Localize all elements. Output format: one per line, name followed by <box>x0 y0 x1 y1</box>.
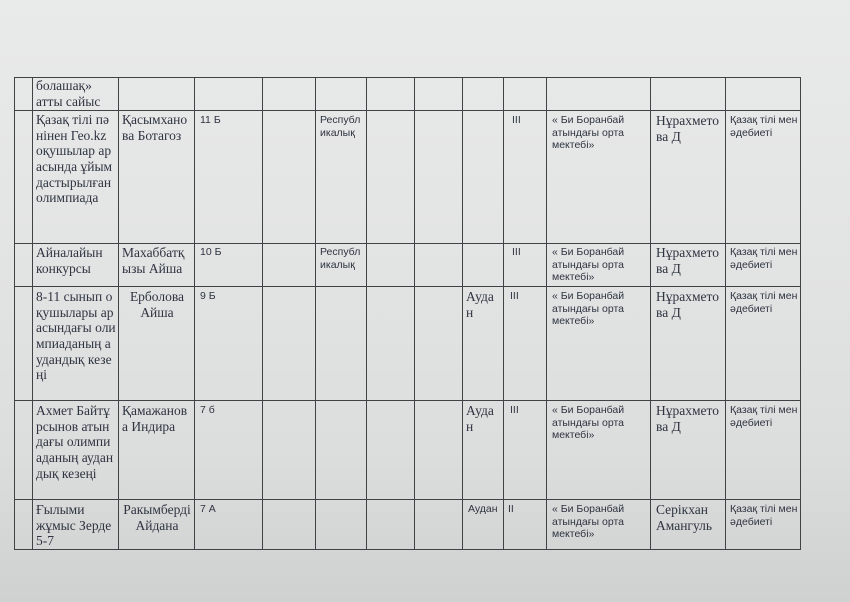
column-divider <box>194 77 195 550</box>
school-name: « Би Боранбай атындағы орта мектебі» <box>552 503 625 541</box>
place: III <box>512 246 521 258</box>
grade: 9 Б <box>200 290 216 302</box>
level-district: Аудан <box>468 503 498 515</box>
school-name: « Би Боранбай атындағы орта мектебі» <box>552 114 625 152</box>
student-name: Ерболова Айша <box>129 289 185 320</box>
competition-name: болашақ» атты сайыс <box>36 78 101 109</box>
row-divider <box>14 286 801 287</box>
table-top-border <box>14 77 801 78</box>
teacher-name: Серікхан Амангуль <box>656 502 713 533</box>
column-divider <box>725 77 726 550</box>
competition-name: 8-11 сынып оқушылары арасындағы олимпиаданың аудандық кезеңі <box>36 289 116 383</box>
subject: Қазақ тілі мен әдебиеті <box>730 404 798 429</box>
level-republic: Республикалық <box>320 114 361 139</box>
student-name: Махаббатқызы Айша <box>122 245 185 276</box>
grade: 7 б <box>200 404 215 416</box>
teacher-name: Нұрахметова Д <box>656 245 719 276</box>
place: III <box>510 404 519 416</box>
school-name: « Би Боранбай атындағы орта мектебі» <box>552 290 625 328</box>
competition-name: Ғылыми жұмыс Зерде 5-7 <box>36 502 112 549</box>
column-divider <box>503 77 504 550</box>
row-divider <box>14 110 801 111</box>
subject: Қазақ тілі мен әдебиеті <box>730 503 798 528</box>
subject: Қазақ тілі мен әдебиеті <box>730 290 798 315</box>
column-divider <box>32 77 33 550</box>
place: II <box>508 503 514 515</box>
column-divider <box>262 77 263 550</box>
competition-name: Қазақ тілі пәнінен Гео.kz оқушылар арасында ұйымдастырылған олимпиада <box>36 112 113 206</box>
column-divider <box>315 77 316 550</box>
teacher-name: Нұрахметова Д <box>656 403 719 434</box>
column-divider <box>414 77 415 550</box>
student-name: Ракымбердi Айдана <box>123 502 191 533</box>
table-right-border <box>800 77 801 550</box>
subject: Қазақ тілі мен әдебиеті <box>730 246 798 271</box>
level-republic: Республикалық <box>320 246 361 271</box>
school-name: « Би Боранбай атындағы орта мектебі» <box>552 246 625 284</box>
row-divider <box>14 499 801 500</box>
row-divider <box>14 243 801 244</box>
column-divider <box>366 77 367 550</box>
column-divider <box>14 77 15 550</box>
place: III <box>510 290 519 302</box>
table-bottom-border <box>14 549 801 550</box>
competition-name: Айналайын конкурсы <box>36 245 103 276</box>
column-divider <box>546 77 547 550</box>
subject: Қазақ тілі мен әдебиеті <box>730 114 798 139</box>
place: III <box>512 114 521 126</box>
grade: 7 А <box>200 503 216 515</box>
student-name: Қамажанова Индира <box>122 403 188 434</box>
competition-name: Ахмет Байтұрсынов атындағы олимпиаданың аудандық кезеңі <box>36 403 114 481</box>
grade: 11 Б <box>200 114 221 126</box>
level-district: Аудан <box>466 289 494 320</box>
column-divider <box>118 77 119 550</box>
teacher-name: Нұрахметова Д <box>656 113 719 144</box>
grade: 10 Б <box>200 246 222 258</box>
school-name: « Би Боранбай атындағы орта мектебі» <box>552 404 625 442</box>
row-divider <box>14 400 801 401</box>
teacher-name: Нұрахметова Д <box>656 289 719 320</box>
level-district: Аудан <box>466 403 494 434</box>
column-divider <box>462 77 463 550</box>
column-divider <box>650 77 651 550</box>
student-name: Қасымханова Ботагоз <box>122 112 188 143</box>
